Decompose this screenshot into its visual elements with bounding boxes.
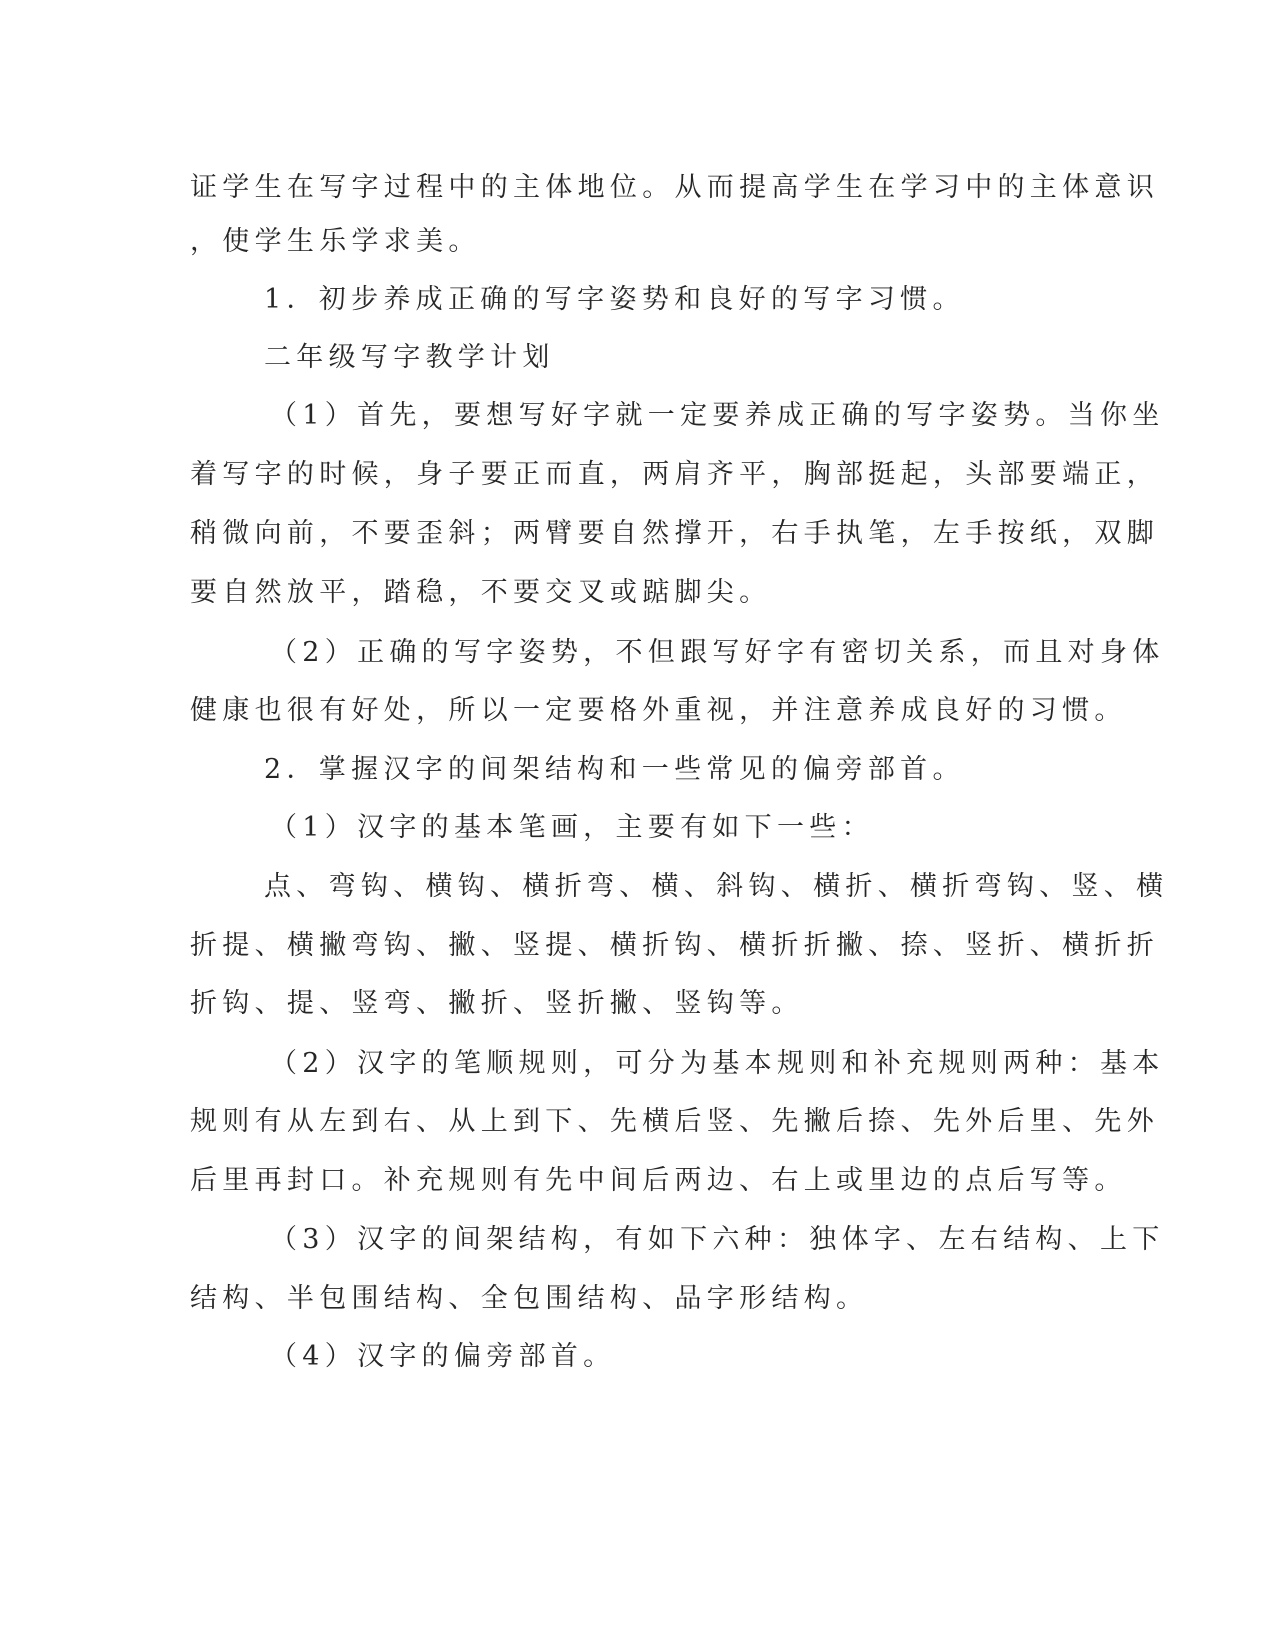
list-heading-1: 1．初步养成正确的写字姿势和良好的写字习惯。 [264,284,965,315]
text-line-14: 折提、横撇弯钩、撇、竖提、横折钩、横折折撇、捺、竖折、横折折 [190,930,1159,961]
text-line-6: 着写字的时候，身子要正而直，两肩齐平，胸部挺起，头部要端正， [190,459,1159,490]
text-line-2: ，使学生乐学求美。 [190,226,481,257]
text-line-1: 证学生在写字过程中的主体地位。从而提高学生在学习中的主体意识 [190,172,1159,203]
text-line-15: 折钩、提、竖弯、撇折、竖折撇、竖钩等。 [190,988,804,1019]
text-line-7: 稍微向前，不要歪斜；两臂要自然撑开，右手执笔，左手按纸，双脚 [190,518,1159,549]
text-line-8: 要自然放平，踏稳，不要交叉或踮脚尖。 [190,577,772,608]
text-line-13: 点、弯钩、横钩、横折弯、横、斜钩、横折、横折弯钩、竖、横 [264,871,1169,902]
text-line-9: （2）正确的写字姿势，不但跟写好字有密切关系，而且对身体 [270,637,1165,668]
text-line-12: （1）汉字的基本笔画，主要有如下一些： [270,812,874,843]
text-line-16: （2）汉字的笔顺规则，可分为基本规则和补充规则两种：基本 [270,1048,1165,1079]
text-line-10: 健康也很有好处，所以一定要格外重视，并注意养成良好的习惯。 [190,695,1127,726]
list-heading-2: 2．掌握汉字的间架结构和一些常见的偏旁部首。 [264,754,965,785]
text-line-5: （1）首先，要想写好字就一定要养成正确的写字姿势。当你坐 [270,400,1165,431]
text-line-18: 后里再封口。补充规则有先中间后两边、右上或里边的点后写等。 [190,1165,1127,1196]
section-title: 二年级写字教学计划 [264,342,555,373]
text-line-17: 规则有从左到右、从上到下、先横后竖、先撇后捺、先外后里、先外 [190,1106,1159,1137]
text-line-20: 结构、半包围结构、全包围结构、品字形结构。 [190,1283,869,1314]
text-line-19: （3）汉字的间架结构，有如下六种：独体字、左右结构、上下 [270,1224,1165,1255]
text-line-21: （4）汉字的偏旁部首。 [270,1341,616,1372]
